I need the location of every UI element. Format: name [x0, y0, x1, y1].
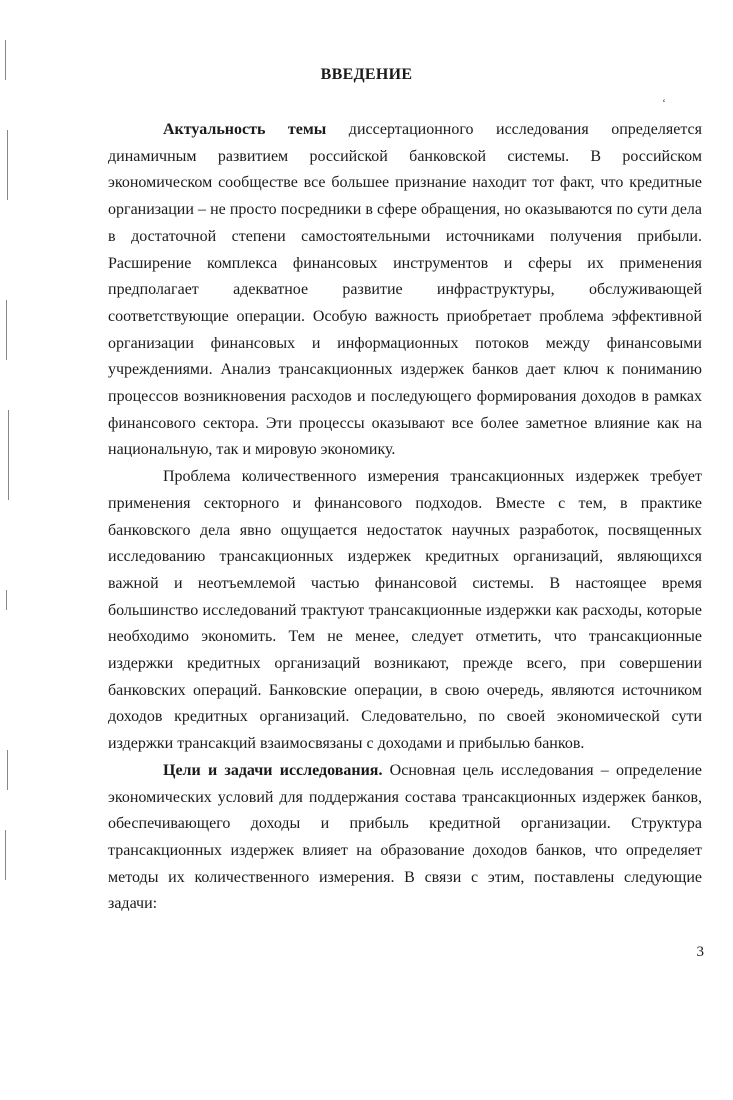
scan-mark: [8, 410, 9, 500]
page-title: ВВЕДЕНИЕ: [320, 66, 413, 83]
scan-mark: [7, 750, 8, 790]
paragraph-goals: [108, 758, 702, 918]
paragraph-text: Проблема количественного измерения трансакционных издержек требует применения секторного и финансового подходов. Вместе с тем, в практике банковского дела явно ощущается недостаток научных разработок, посвященных исследованию трансакционных издержек кредитных организаций, являющихся важной и неотъемлемой частью финансовой системы. В настоящее время большинство исследований трактуют трансакционные издержки как расходы, которые необходимо экономить. Тем не менее, следует отметить, что трансакционные издержки кредитных организаций возникают, прежде всего, при совершении банковских операций. Банковские операции, в свою очередь, являются источником доходов кредитных организаций. Следовательно, по своей экономической сути издержки трансакций взаимосвязаны с доходами и прибылью банков.: [108, 468, 702, 753]
scan-mark: [6, 300, 7, 360]
body-text: [108, 117, 702, 918]
scan-mark: [6, 590, 7, 610]
paragraph-relevance: [108, 117, 702, 464]
paragraph-lead: Цели и задачи исследования.: [163, 761, 383, 779]
paragraph-text: Основная цель исследования – определение экономических условий для поддержания состава трансакционных издержек банков, обеспечивающего доходы и прибыль кредитной организации. Структура трансакционных издержек влияет на образование доходов банков, что определяет методы их количественного измерения. В связи с этим, поставлены следующие задачи:: [108, 761, 702, 913]
paragraph-measurement: [108, 464, 702, 758]
scan-mark: [5, 830, 6, 880]
scan-mark: [7, 130, 8, 200]
paragraph-lead: Актуальность темы: [163, 121, 327, 138]
paragraph-text: диссертационного исследования определяется динамичным развитием российской банковской системы. В российском экономическом сообществе все большее признание находит тот факт, что кредитные организации – не просто посредники в сфере обращения, но оказываются по сути дела в достаточной степени самостоятельными источниками получения прибыли. Расширение комплекса финансовых инструментов и сферы их применения предполагает адекватное развитие инфраструктуры, обслуживающей соответствующие операции. Особую важность приобретает проблема эффективной организации финансовых и информационных потоков между финансовыми учреждениями. Анализ трансакционных издержек банков дает ключ к пониманию процессов возникновения расходов и последующего формирования доходов в рамках финансового сектора. Эти процессы оказывают все более заметное влияние как на национальную, так и мировую экономику.: [108, 121, 703, 459]
page-number: 3: [696, 944, 704, 960]
scan-edge-marks: [2, 30, 14, 890]
scan-speck: ʻ: [662, 96, 666, 110]
